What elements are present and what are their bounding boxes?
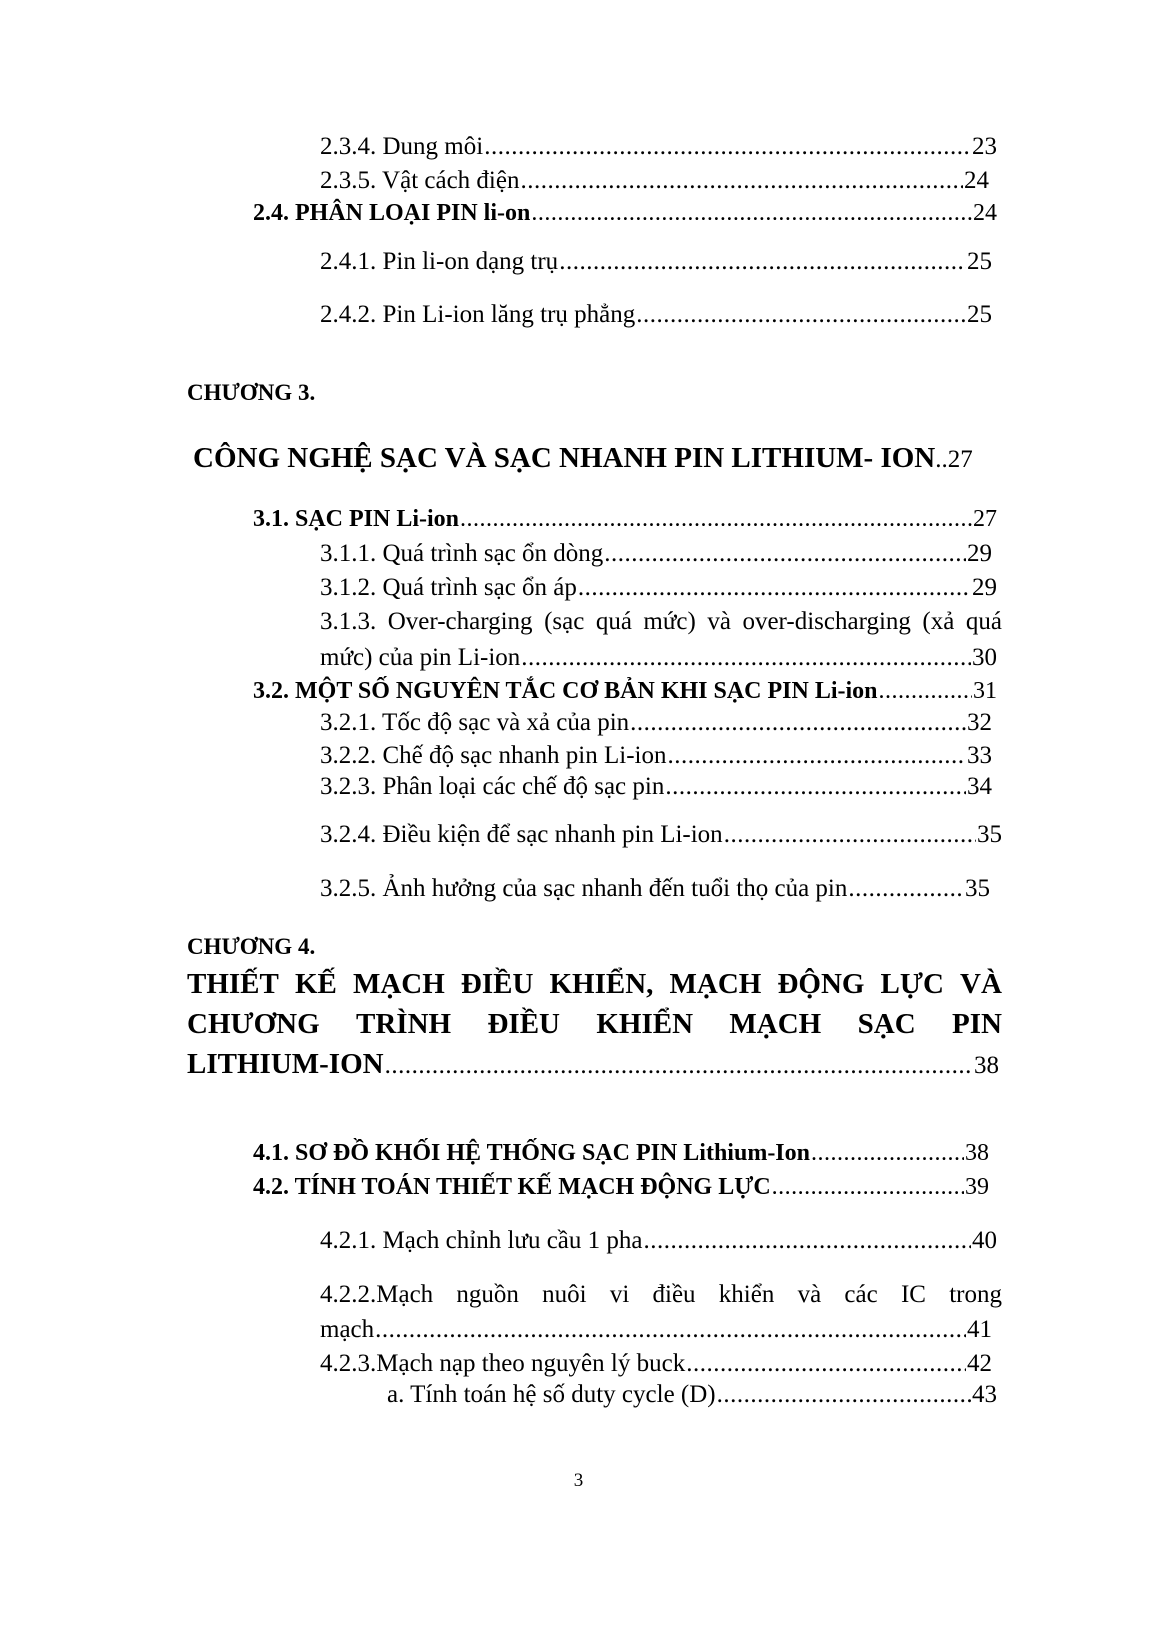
word: nguồn bbox=[456, 1281, 519, 1308]
toc-entry-page: 24 bbox=[964, 167, 989, 194]
toc-entry-title: 3.2.4. Điều kiện để sạc nhanh pin Li-ion bbox=[320, 821, 723, 848]
dot-leader bbox=[531, 200, 972, 227]
chapter-title-entry[interactable] bbox=[193, 442, 973, 475]
word: 3.1.3. bbox=[320, 608, 377, 635]
dot-leader bbox=[717, 1381, 971, 1409]
toc-entry-title: mức) của pin Li-ion bbox=[320, 644, 521, 671]
word: VÀ bbox=[960, 968, 1002, 1000]
toc-entry-line2[interactable] bbox=[320, 644, 997, 672]
toc-entry-title: 4.2.1. Mạch chỉnh lưu cầu 1 pha bbox=[320, 1227, 643, 1254]
toc-entry[interactable] bbox=[320, 773, 992, 801]
toc-section-entry[interactable] bbox=[253, 678, 997, 705]
dot-leader bbox=[484, 133, 971, 161]
dot-leader bbox=[724, 821, 976, 849]
toc-entry-title: 3.2.5. Ảnh hưởng của sạc nhanh đến tuổi thọ của pin bbox=[320, 875, 848, 902]
chapter-title-line1[interactable] bbox=[187, 968, 1002, 1001]
word: quá bbox=[965, 608, 1002, 635]
toc-entry[interactable] bbox=[320, 301, 992, 329]
toc-entry-title: 2.3.4. Dung môi bbox=[320, 133, 484, 160]
toc-entry-line1[interactable] bbox=[320, 1281, 1002, 1309]
dot-leader bbox=[460, 506, 972, 533]
chapter-label: CHƯƠNG 3. bbox=[187, 380, 316, 405]
dot-leader bbox=[686, 1350, 966, 1378]
word: over-discharging bbox=[742, 608, 911, 635]
word: MẠCH bbox=[352, 968, 445, 1000]
toc-section-entry[interactable] bbox=[253, 200, 997, 227]
chapter-title: LITHIUM-ION bbox=[187, 1048, 384, 1080]
toc-entry-page: 27 bbox=[947, 446, 973, 473]
toc-entry[interactable] bbox=[320, 821, 1002, 849]
dot-leader bbox=[811, 1140, 964, 1167]
word: Over-charging bbox=[387, 608, 533, 635]
word: 4.2.2.Mạch bbox=[320, 1281, 434, 1308]
toc-entry-page: 25 bbox=[967, 301, 992, 328]
toc-entry[interactable] bbox=[320, 1227, 997, 1255]
toc-entry[interactable] bbox=[320, 1350, 992, 1378]
toc-entry-title: 2.4.2. Pin Li-ion lăng trụ phẳng bbox=[320, 301, 636, 328]
toc-entry-page: 31 bbox=[973, 678, 997, 704]
toc-entry-title: 4.2.3.Mạch nạp theo nguyên lý buck bbox=[320, 1350, 686, 1377]
word: ĐỘNG bbox=[777, 968, 865, 1000]
toc-entry-page: 33 bbox=[967, 742, 992, 769]
word: ĐIỀU bbox=[487, 1008, 560, 1040]
toc-entry-page: 27 bbox=[973, 506, 997, 532]
toc-entry-page: 30 bbox=[972, 644, 997, 671]
toc-entry-page: 39 bbox=[965, 1174, 989, 1200]
word: mức) bbox=[643, 608, 696, 635]
word: (sạc bbox=[544, 608, 585, 635]
toc-entry[interactable] bbox=[320, 133, 997, 161]
word: IC bbox=[900, 1281, 926, 1308]
toc-entry-line2[interactable] bbox=[320, 1316, 992, 1344]
toc-entry-page: 29 bbox=[967, 540, 992, 567]
toc-entry[interactable] bbox=[320, 167, 989, 195]
toc-entry-title: 4.1. SƠ ĐỒ KHỐI HỆ THỐNG SẠC PIN Lithium-Ion bbox=[253, 1140, 810, 1166]
toc-section-entry[interactable] bbox=[253, 1140, 989, 1167]
word: CHƯƠNG bbox=[187, 1008, 320, 1040]
toc-section-entry[interactable] bbox=[253, 506, 997, 533]
word: PIN bbox=[952, 1008, 1002, 1040]
word: THIẾT bbox=[187, 968, 279, 1000]
toc-entry-title: 3.1.2. Quá trình sạc ổn áp bbox=[320, 574, 577, 601]
dot-leader bbox=[520, 167, 963, 195]
dot-leader bbox=[848, 875, 964, 903]
toc-entry[interactable] bbox=[320, 574, 997, 602]
word: và bbox=[797, 1281, 822, 1308]
word: ĐIỀU bbox=[460, 968, 534, 1000]
dot-leader bbox=[665, 773, 966, 801]
word: khiển bbox=[718, 1281, 775, 1308]
toc-entry-title: 3.1. SẠC PIN Li-ion bbox=[253, 506, 460, 532]
word: KHIỂN, bbox=[549, 968, 654, 1000]
word: KẾ bbox=[294, 968, 337, 1000]
toc-entry-page: 24 bbox=[973, 200, 997, 226]
word: (xả bbox=[922, 608, 955, 635]
toc-entry-title: 3.2.1. Tốc độ sạc và xả của pin bbox=[320, 709, 630, 736]
toc-entry-title: 2.4. PHÂN LOẠI PIN li-on bbox=[253, 200, 531, 226]
word: trong bbox=[949, 1281, 1002, 1308]
toc-entry-page: 42 bbox=[967, 1350, 992, 1377]
toc-entry-page: 29 bbox=[972, 574, 997, 601]
word: vi bbox=[609, 1281, 630, 1308]
toc-entry[interactable] bbox=[320, 248, 992, 276]
toc-entry[interactable] bbox=[320, 709, 992, 737]
dot-leader bbox=[772, 1174, 964, 1201]
word: MẠCH bbox=[729, 1008, 822, 1040]
word: KHIỂN bbox=[596, 1008, 694, 1040]
word: nuôi bbox=[542, 1281, 587, 1308]
toc-entry-title: 3.2.3. Phân loại các chế độ sạc pin bbox=[320, 773, 665, 800]
toc-entry[interactable] bbox=[320, 742, 992, 770]
word: SẠC bbox=[857, 1008, 916, 1040]
toc-entry-page: 23 bbox=[972, 133, 997, 160]
toc-entry-title: 2.3.5. Vật cách điện bbox=[320, 167, 520, 194]
toc-entry-title: 3.2. MỘT SỐ NGUYÊN TẮC CƠ BẢN KHI SẠC PIN Li-ion bbox=[253, 678, 878, 704]
dot-leader bbox=[578, 574, 971, 602]
toc-entry[interactable] bbox=[320, 540, 992, 568]
dot-leader bbox=[604, 540, 966, 568]
page-number: 3 bbox=[573, 1470, 584, 1491]
toc-entry-page: 41 bbox=[967, 1316, 992, 1343]
toc-entry-page: 43 bbox=[972, 1381, 997, 1408]
dot-leader bbox=[385, 1052, 973, 1080]
toc-entry-title: mạch bbox=[320, 1316, 375, 1343]
toc-entry-title: 3.2.2. Chế độ sạc nhanh pin Li-ion bbox=[320, 742, 667, 769]
chapter-title: CÔNG NGHỆ SẠC VÀ SẠC NHANH PIN LITHIUM- ION bbox=[193, 442, 936, 474]
dot-leader-short: .. bbox=[935, 446, 948, 473]
word: LỰC bbox=[880, 968, 944, 1000]
toc-entry-page: 40 bbox=[972, 1227, 997, 1254]
toc-entry-title: 3.1.1. Quá trình sạc ổn dòng bbox=[320, 540, 604, 567]
toc-entry[interactable] bbox=[387, 1381, 997, 1409]
dot-leader bbox=[375, 1316, 966, 1344]
word: quá bbox=[595, 608, 632, 635]
chapter-label: CHƯƠNG 4. bbox=[187, 934, 316, 959]
word: các bbox=[844, 1281, 878, 1308]
toc-entry-page: 35 bbox=[965, 875, 990, 902]
toc-entry-page: 34 bbox=[967, 773, 992, 800]
toc-entry-title: 2.4.1. Pin li-on dạng trụ bbox=[320, 248, 559, 275]
toc-entry-page: 35 bbox=[977, 821, 1002, 848]
toc-entry-page: 38 bbox=[974, 1052, 999, 1079]
chapter-title-line3[interactable] bbox=[187, 1048, 999, 1081]
dot-leader bbox=[521, 644, 971, 672]
toc-entry-page: 32 bbox=[967, 709, 992, 736]
dot-leader bbox=[644, 1227, 972, 1255]
toc-entry-title: 4.2. TÍNH TOÁN THIẾT KẾ MẠCH ĐỘNG LỰC bbox=[253, 1174, 771, 1200]
toc-section-entry[interactable] bbox=[253, 1174, 989, 1201]
word: TRÌNH bbox=[356, 1008, 452, 1040]
dot-leader bbox=[879, 678, 972, 705]
toc-entry-page: 38 bbox=[965, 1140, 989, 1166]
toc-entry-line1[interactable] bbox=[320, 608, 1002, 636]
toc-entry-page: 25 bbox=[967, 248, 992, 275]
dot-leader bbox=[559, 248, 966, 276]
toc-entry[interactable] bbox=[320, 875, 990, 903]
word: và bbox=[707, 608, 731, 635]
dot-leader bbox=[667, 742, 966, 770]
dot-leader bbox=[636, 301, 966, 329]
chapter-title-line2[interactable] bbox=[187, 1008, 1002, 1041]
dot-leader bbox=[630, 709, 966, 737]
toc-entry-title: a. Tính toán hệ số duty cycle (D) bbox=[387, 1381, 716, 1408]
word: MẠCH bbox=[669, 968, 762, 1000]
word: điều bbox=[652, 1281, 696, 1308]
